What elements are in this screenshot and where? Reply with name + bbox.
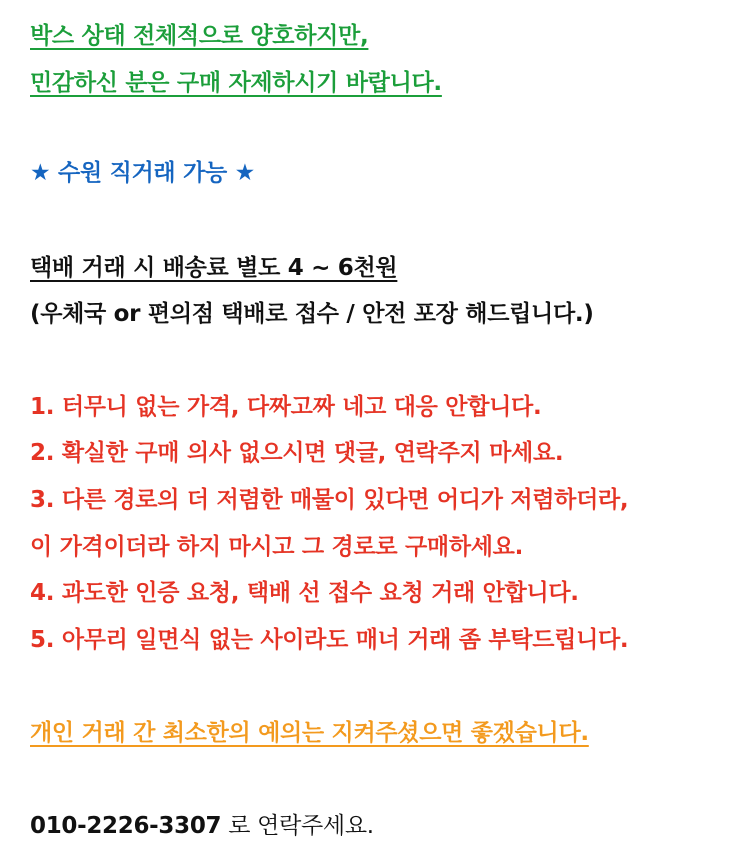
shipping-fee-note: 택배 거래 시 배송료 별도 4 ~ 6천원 <box>30 255 398 281</box>
rule-item: 1. 터무니 없는 가격, 다짜고짜 네고 대응 안합니다. <box>30 394 542 420</box>
rule-item-continuation: 이 가격이더라 하지 마시고 그 경로로 구매하세요. <box>30 534 524 560</box>
rule-item: 4. 과도한 인증 요청, 택배 선 접수 요청 거래 안합니다. <box>30 580 579 606</box>
box-condition-notice-line2: 민감하신 분은 구매 자제하시기 바랍니다. <box>30 70 442 96</box>
rule-item: 5. 아무리 일면식 없는 사이라도 매너 거래 좀 부탁드립니다. <box>30 627 629 653</box>
box-condition-notice-line1: 박스 상태 전체적으로 양호하지만, <box>30 23 369 49</box>
rule-item: 3. 다른 경로의 더 저렴한 매물이 있다면 어디가 저렴하더라, <box>30 487 629 513</box>
shipping-method-note: (우체국 or 편의점 택배로 접수 / 안전 포장 해드립니다.) <box>30 301 594 327</box>
contact-line <box>30 810 374 842</box>
rule-item: 2. 확실한 구매 의사 없으시면 댓글, 연락주지 마세요. <box>30 440 564 466</box>
contact-suffix: 로 연락주세요. <box>221 813 374 839</box>
direct-trade-note: ★ 수원 직거래 가능 ★ <box>30 160 255 186</box>
phone-number[interactable]: 010-2226-3307 <box>30 813 222 839</box>
courtesy-note: 개인 거래 간 최소한의 예의는 지켜주셨으면 좋겠습니다. <box>30 720 589 746</box>
